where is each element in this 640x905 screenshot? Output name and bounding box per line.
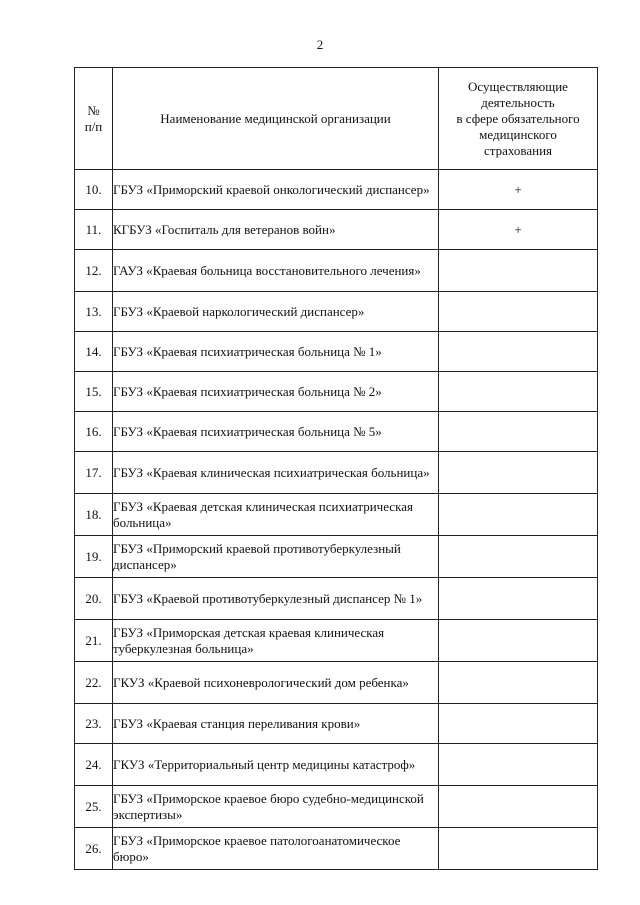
organization-name: ГАУЗ «Краевая больница восстановительного лечения» <box>113 250 439 292</box>
table-row <box>75 412 598 452</box>
organization-name: ГБУЗ «Краевая психиатрическая больница № 2» <box>113 372 439 412</box>
row-number: 19. <box>75 536 113 578</box>
oms-mark <box>439 744 598 786</box>
table-row <box>75 704 598 744</box>
oms-mark <box>439 662 598 704</box>
header-organization-name: Наименование медицинской организации <box>113 68 439 170</box>
organization-name: ГБУЗ «Краевая клиническая психиатрическая больница» <box>113 452 439 494</box>
table-row <box>75 786 598 828</box>
table-row <box>75 744 598 786</box>
row-number: 24. <box>75 744 113 786</box>
oms-mark <box>439 292 598 332</box>
table-row <box>75 578 598 620</box>
row-number: 21. <box>75 620 113 662</box>
oms-mark <box>439 372 598 412</box>
organization-name: ГБУЗ «Приморский краевой онкологический диспансер» <box>113 170 439 210</box>
organization-name: ГБУЗ «Краевой противотуберкулезный диспансер № 1» <box>113 578 439 620</box>
oms-mark <box>439 786 598 828</box>
oms-mark: + <box>439 210 598 250</box>
oms-mark <box>439 452 598 494</box>
oms-mark <box>439 412 598 452</box>
oms-mark <box>439 620 598 662</box>
oms-mark <box>439 494 598 536</box>
oms-mark <box>439 704 598 744</box>
oms-mark <box>439 828 598 870</box>
organization-name: ГБУЗ «Краевая станция переливания крови» <box>113 704 439 744</box>
table-row <box>75 452 598 494</box>
organization-name: ГКУЗ «Краевой психоневрологический дом ребенка» <box>113 662 439 704</box>
organization-name: ГБУЗ «Краевая психиатрическая больница № 1» <box>113 332 439 372</box>
table-row <box>75 210 598 250</box>
header-number: № п/п <box>75 68 113 170</box>
table-row <box>75 828 598 870</box>
organization-name: ГКУЗ «Территориальный центр медицины катастроф» <box>113 744 439 786</box>
organization-name: ГБУЗ «Краевой наркологический диспансер» <box>113 292 439 332</box>
row-number: 22. <box>75 662 113 704</box>
oms-mark <box>439 536 598 578</box>
table-row <box>75 250 598 292</box>
table-row <box>75 292 598 332</box>
row-number: 13. <box>75 292 113 332</box>
page-number: 2 <box>316 37 324 52</box>
table-row <box>75 332 598 372</box>
table-row <box>75 494 598 536</box>
row-number: 17. <box>75 452 113 494</box>
table-row <box>75 170 598 210</box>
oms-mark <box>439 250 598 292</box>
table-row <box>75 620 598 662</box>
organization-name: ГБУЗ «Приморская детская краевая клиническая туберкулезная больница» <box>113 620 439 662</box>
row-number: 26. <box>75 828 113 870</box>
oms-mark <box>439 578 598 620</box>
row-number: 23. <box>75 704 113 744</box>
oms-mark: + <box>439 170 598 210</box>
row-number: 15. <box>75 372 113 412</box>
row-number: 20. <box>75 578 113 620</box>
row-number: 18. <box>75 494 113 536</box>
row-number: 25. <box>75 786 113 828</box>
row-number: 11. <box>75 210 113 250</box>
table-row <box>75 536 598 578</box>
organization-name: ГБУЗ «Краевая детская клиническая психиатрическая больница» <box>113 494 439 536</box>
row-number: 14. <box>75 332 113 372</box>
oms-mark <box>439 332 598 372</box>
table-row <box>75 662 598 704</box>
organizations-table <box>74 67 598 870</box>
organization-name: КГБУЗ «Госпиталь для ветеранов войн» <box>113 210 439 250</box>
row-number: 16. <box>75 412 113 452</box>
table-row <box>75 372 598 412</box>
table-header-row <box>75 68 598 170</box>
organization-name: ГБУЗ «Краевая психиатрическая больница № 5» <box>113 412 439 452</box>
organization-name: ГБУЗ «Приморское краевое бюро судебно-медицинской экспертизы» <box>113 786 439 828</box>
organization-name: ГБУЗ «Приморское краевое патологоанатомическое бюро» <box>113 828 439 870</box>
row-number: 12. <box>75 250 113 292</box>
organization-name: ГБУЗ «Приморский краевой противотуберкулезный диспансер» <box>113 536 439 578</box>
header-oms-activity: Осуществляющие деятельность в сфере обязательного медицинского страхования <box>439 68 598 170</box>
row-number: 10. <box>75 170 113 210</box>
